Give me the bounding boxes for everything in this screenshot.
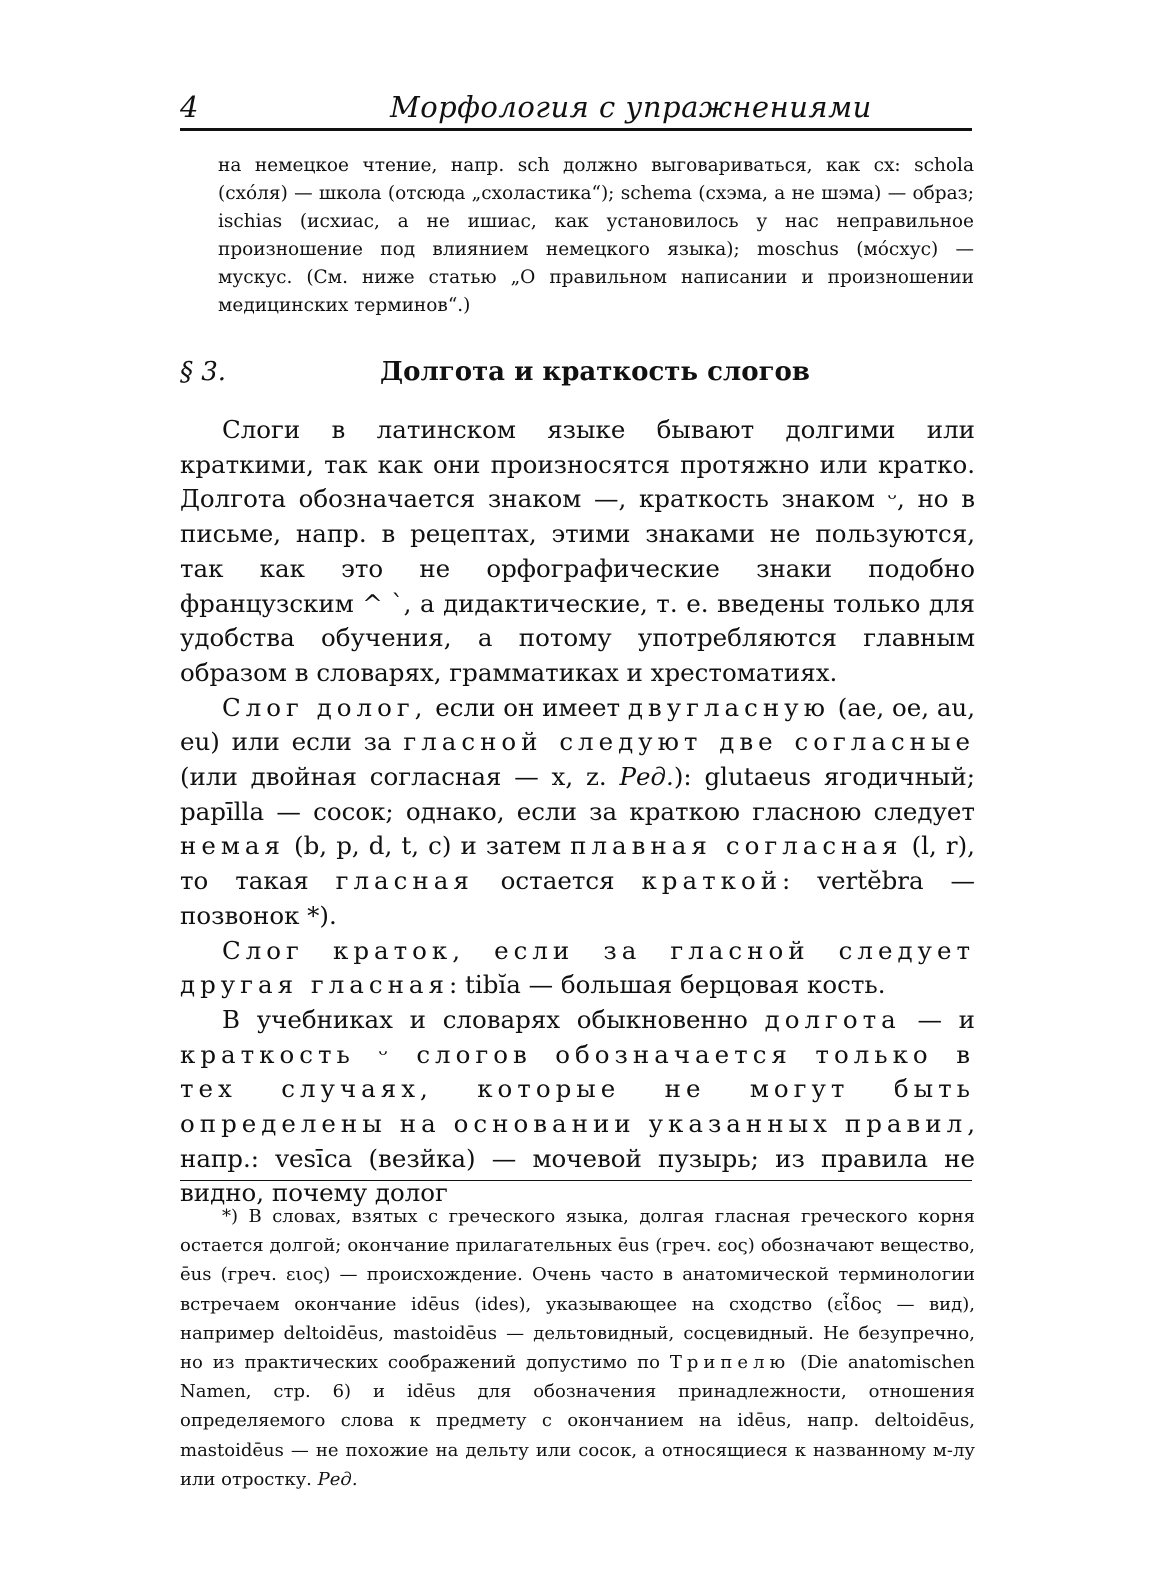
footnote-text bbox=[180, 1202, 975, 1494]
spaced-term: гласной следуют две согласные bbox=[403, 727, 976, 757]
spaced-term: Трипелю bbox=[669, 1352, 791, 1374]
text-run: В учебниках и словарях обыкновенно bbox=[222, 1004, 765, 1034]
text-run: (ae, oe, au, eu) или если за bbox=[180, 692, 975, 757]
paragraph-3 bbox=[180, 934, 975, 1003]
spaced-term: краткость ᵕ слогов обозначается только в тех случаях, которые не могут быть определены на основании указанных правил bbox=[180, 1039, 975, 1139]
text-run: (Die anatomischen Namen, стр. 6) и idēus для обозначения принадлежности, отношения определяемого слова к предмету с окончанием на idēus, напр. deltoidēus, mastoidēus — не похожие на дельту или сосок, а относящиеся к названному м-лу или отростку. bbox=[180, 1352, 975, 1490]
text-run: : vertĕbra — позвонок *). bbox=[180, 866, 975, 930]
text-run: *) В словах, взятых с греческого языка, долгая гласная греческого корня остается долгой; окончание прилагательных ēus (греч. εος) обозначают вещество, ēus (греч. ειος) — происхождение. Очень часто в анатомической терминологии встречаем окончание idēus (ides), указывающее на сходство (εἶδος — вид), например deltoidēus, mastoidēus — дельтовидный, сосцевидный. Не безупречно, но из практических соображений допустимо по bbox=[180, 1206, 975, 1374]
text-run: (b, p, d, t, c) и затем bbox=[284, 831, 571, 861]
header-rule bbox=[180, 128, 972, 131]
text-run: (или двойная согласная — x, z. bbox=[180, 762, 620, 792]
section-number: § 3. bbox=[180, 357, 227, 387]
text-run: если он имеет bbox=[427, 692, 628, 722]
spaced-term: Слог краток, если за гласной следует другая гласная bbox=[180, 935, 975, 1000]
text-run: ): glutaeus ягодичный; papīlla — сосок; однако, если за краткою гласною следует bbox=[180, 762, 975, 826]
footnote bbox=[180, 1202, 975, 1494]
text-run: (l, r), то такая bbox=[180, 831, 975, 896]
section-heading bbox=[180, 357, 972, 393]
spaced-term: краткой bbox=[641, 866, 783, 896]
footnote-rule bbox=[180, 1180, 972, 1181]
spaced-term: немая bbox=[180, 831, 285, 861]
body-text bbox=[180, 413, 975, 1211]
text-run: : tibĭa — большая берцовая кость. bbox=[449, 970, 886, 1000]
text-run: , напр.: vesīca (везйка) — мочевой пузырь; из правила не видно, почему долог bbox=[180, 1109, 975, 1208]
editor-mark: Ред. bbox=[619, 762, 674, 792]
spaced-term: Слог долог, bbox=[222, 692, 428, 722]
paragraph-1: Слоги в латинском языке бывают долгими или краткими, так как они произносятся протяжно или кратко. Долгота обозначается знаком —, краткость знаком ᵕ, но в письме, напр. в рецептах, этими знаками не пользуются, так как это не орфографические знаки подобно французским ^ `, а дидактические, т. е. введены только для удобства обучения, а потому употребляются главным образом в словарях, грамматиках и хрестоматиях. bbox=[180, 415, 975, 687]
running-title: Морфология с упражнениями bbox=[390, 90, 872, 124]
spaced-term: гласная bbox=[335, 866, 474, 896]
text-run: — и bbox=[900, 1004, 976, 1034]
section-title: Долгота и краткость слогов bbox=[380, 357, 810, 387]
paragraph-2 bbox=[180, 691, 975, 934]
spaced-term: плавная согласная bbox=[570, 831, 903, 861]
text-run: остается bbox=[473, 866, 642, 896]
page-number: 4 bbox=[180, 90, 199, 124]
editor-mark: Ред. bbox=[317, 1468, 358, 1490]
spaced-term: долгота bbox=[764, 1004, 901, 1034]
top-note: на немецкое чтение, напр. sch должно выговариваться, как сх: schola (схо́ля) — школа (отсюда „схоластика“); schema (схэма, а не шэма) — образ; ischias (исхиас, а не ишиас, как установилось у нас неправильное произношение под влиянием немецкого языка); moschus (мо́схус) — мускус. (См. ниже статью „О правильном написании и произношении медицинских терминов“.) bbox=[218, 155, 974, 316]
spaced-term: двугласную bbox=[627, 692, 830, 722]
running-header bbox=[180, 90, 972, 130]
